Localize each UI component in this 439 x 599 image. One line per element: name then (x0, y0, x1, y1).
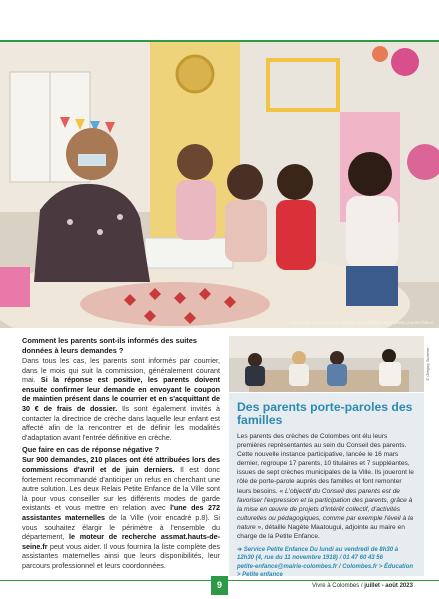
answer-2-part-b: Il est donc fortement recommandé d'anticiper un refus en cherchant une autre solution. Les deux Relais Petite Enfance de la Ville sont là pour vous conseiller sur les différents modes de garde existants et vous mettre en relation avec (22, 464, 220, 513)
main-photo (0, 42, 439, 328)
main-photo-credit: La crèche Excelsior des Tulipes, aux ateliers, avec photo jeunes bleus (290, 320, 433, 325)
box-part-c: », détaille Nagète Maatougui, adjointe au maire en charge de la Petite Enfance. (237, 523, 405, 541)
footer-magazine (312, 583, 413, 589)
box-part-a: Les parents des crèches de Colombes ont élu leurs premières représentantes au sein du Conseil des parents. Cette nouvelle instance participative, lancée le 16 mars dernier, regroupe 17 parents, 10 titulaires et 7 suppléantes, issues de sept crèches municipales de la Ville. Ils joueront le rôle de porte-parole auprès des familles et font remonter leurs besoins. « (237, 433, 414, 495)
answer-paragraph-1 (22, 356, 220, 442)
answer-1-emphasis: Si la réponse est positive, les parents doivent ensuite confirmer leur demande en envoyant le coupon de maintien présent dans le courrier et en s'acquittant de 30 € de frais de dossier. (22, 375, 220, 413)
question-heading-2: Que faire en cas de réponse négative ? (22, 445, 160, 455)
answer-1-part-c: Ils sont également invités à contacter la directrice de crèche dans laquelle leur enfant est affecté afin de la rencontrer et de définir les modalités d'adaptation avant l'entrée définitive en crèche. (22, 403, 220, 442)
page-number: 9 (211, 576, 228, 595)
box-title: Des parents porte-paroles des familles (237, 400, 413, 427)
contact-line-2[interactable]: petite-enfance@mairie-colombes.fr / Colombes.fr > Éducation > Petite enfance (237, 563, 414, 578)
answer-paragraph-2 (22, 455, 220, 570)
council-photo-illustration (229, 336, 424, 392)
magazine-name: Vivre à Colombes / (312, 583, 365, 589)
question-heading-1: Comment les parents sont-ils informés des suites données à leurs demandes ? (22, 336, 197, 355)
answer-2-part-f: peut vous aider. Il vous fournira la liste complète des assistantes maternelles ainsi que leurs disponibilités, leur parcours professionnel et leurs coordonnées. (22, 541, 220, 570)
left-column (22, 336, 220, 570)
answer-1-part-a: Dans tous les cas, les parents sont informés par courrier, dans le mois qui suit la commission, généralement courant mai. (22, 356, 220, 385)
answer-2-emphasis-c: l'une des 272 assistantes maternelles (22, 503, 220, 522)
main-photo-illustration (0, 42, 439, 328)
issue-date: juillet - août 2023 (364, 583, 413, 589)
contact-line-1: Service Petite Enfance Du lundi au vendredi de 8h30 à 12h30 (4, rue du 11 novembre 1918) / 01 47 60 43 56 (237, 547, 399, 562)
box-paragraph (237, 432, 416, 541)
council-photo-credit: © Grégory Scherrer (426, 347, 430, 381)
arrow-icon: ➔ (237, 547, 243, 554)
box-quote: L'objectif du Conseil des parents est de favoriser l'expression et la participation des parents, grâce à la mise en œuvre de projets d'intérêt collectif, d'activités culturelles ou pédagogiques, comme par exemple l'éveil à la nature (237, 487, 414, 531)
contact-info (237, 546, 416, 579)
answer-2-part-d: de la Ville (voir encadré p.8). Si vous souhaitez élargir le périmètre à l'ensemble du département, (22, 512, 220, 542)
answer-2-emphasis-a: Sur 900 demandes, 210 places ont été attribuées lors des commissions d'avril et de juin derniers. (22, 455, 220, 474)
council-photo (229, 336, 424, 392)
search-engine-link[interactable]: le moteur de recherche assmat.hauts-de-seine.fr (22, 532, 220, 551)
parents-council-box (229, 393, 424, 576)
